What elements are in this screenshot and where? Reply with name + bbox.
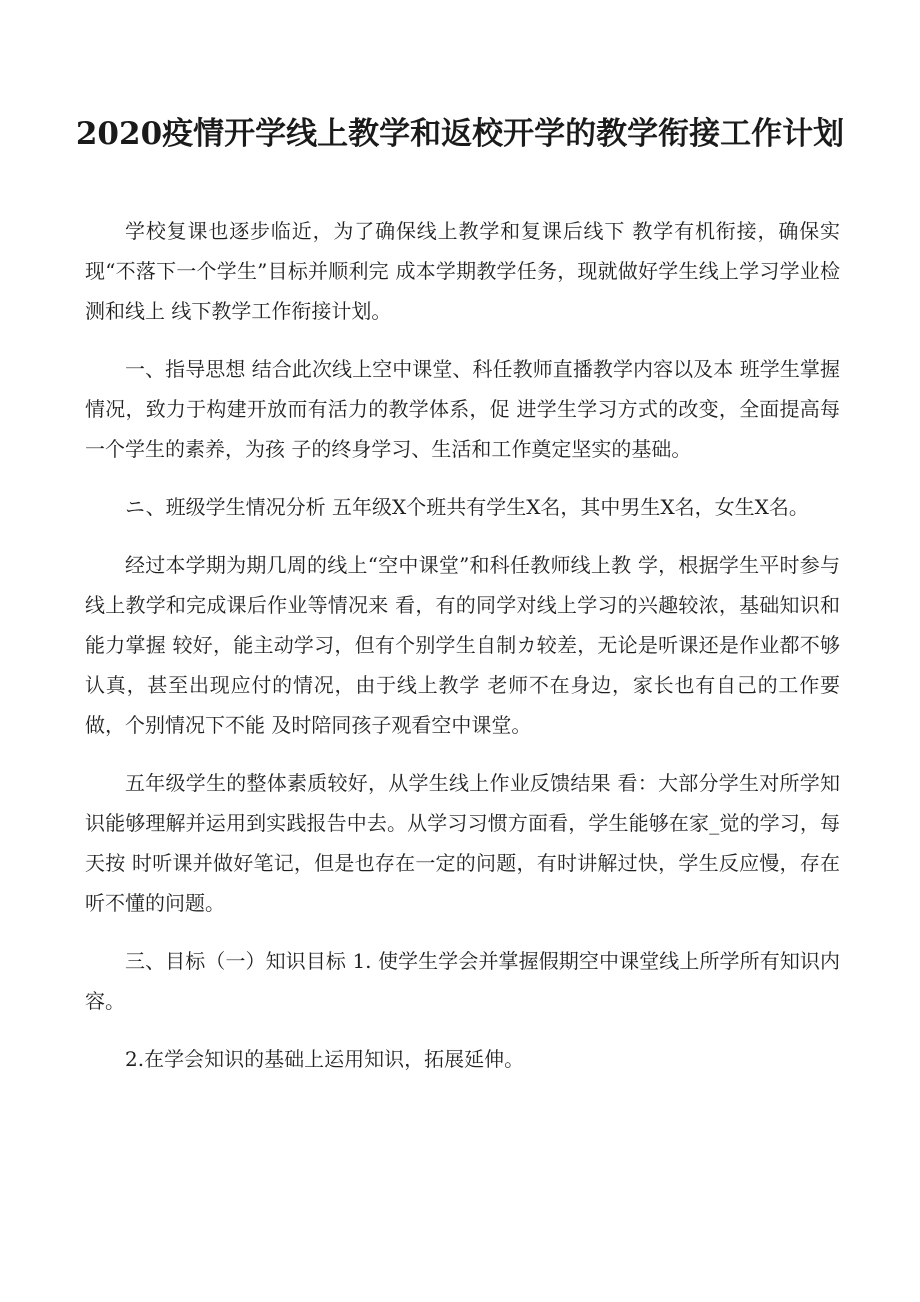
paragraph-class-analysis: ニ、班级学生情况分析 五年级X个班共有学生X名，其中男生X名，女生X名。 bbox=[125, 495, 809, 519]
paragraph-overall-quality: 五年级学生的整体素质较好，从学生线上作业反馈结果 看：大部分学生对所学知识能够理解并运用到实践报告中去。从学习习惯方面看，学生能够在家_觉的学习，每天按 时听课并做好笔记，但是也存在一定的问题，有时讲解过快，学生反应慢，存在听不懂的问题。 bbox=[85, 771, 840, 915]
document-body bbox=[85, 211, 840, 1097]
paragraph-goal-extension: 2.在学会知识的基础上运用知识，拓展延伸。 bbox=[125, 1047, 525, 1071]
document-title: 2020疫情开学线上教学和返校开学的教学衔接工作计划 bbox=[75, 116, 845, 152]
paragraph-guiding-ideology: 一、指导思想 结合此次线上空中课堂、科任教师直播教学内容以及本 班学生掌握情况，致力于构建开放而有活力的教学体系，促 进学生学习方式的改变，全面提高每一个学生的素养，为孩 子的终身学习、生活和工作奠定坚实的基础。 bbox=[85, 357, 840, 461]
paragraph-goals-knowledge: 三、目标（一）知识目标 1. 使学生学会并掌握假期空中课堂线上所学所有知识内容。 bbox=[85, 949, 840, 1013]
paragraph-online-learning-review: 经过本学期为期几周的线上“空中课堂”和科任教师线上教 学，根据学生平时参与线上教学和完成课后作业等情况来 看，有的同学对线上学习的兴趣较浓，基础知识和能力掌握 较好，能主动学习，但有个别学生自制カ较差，无论是听课还是作业都不够认真，甚至出现应付的情况，由于线上教学 老师不在身边，家长也有自己的工作要做，个别情况下不能 及时陪同孩子观看空中课堂。 bbox=[85, 553, 840, 737]
paragraph-intro: 学校复课也逐步临近，为了确保线上教学和复课后线下 教学有机衔接，确保实现“不落下一个学生”目标并顺利完 成本学期教学任务，现就做好学生线上学习学业检测和线上 线下教学工作衔接计划。 bbox=[85, 219, 840, 323]
